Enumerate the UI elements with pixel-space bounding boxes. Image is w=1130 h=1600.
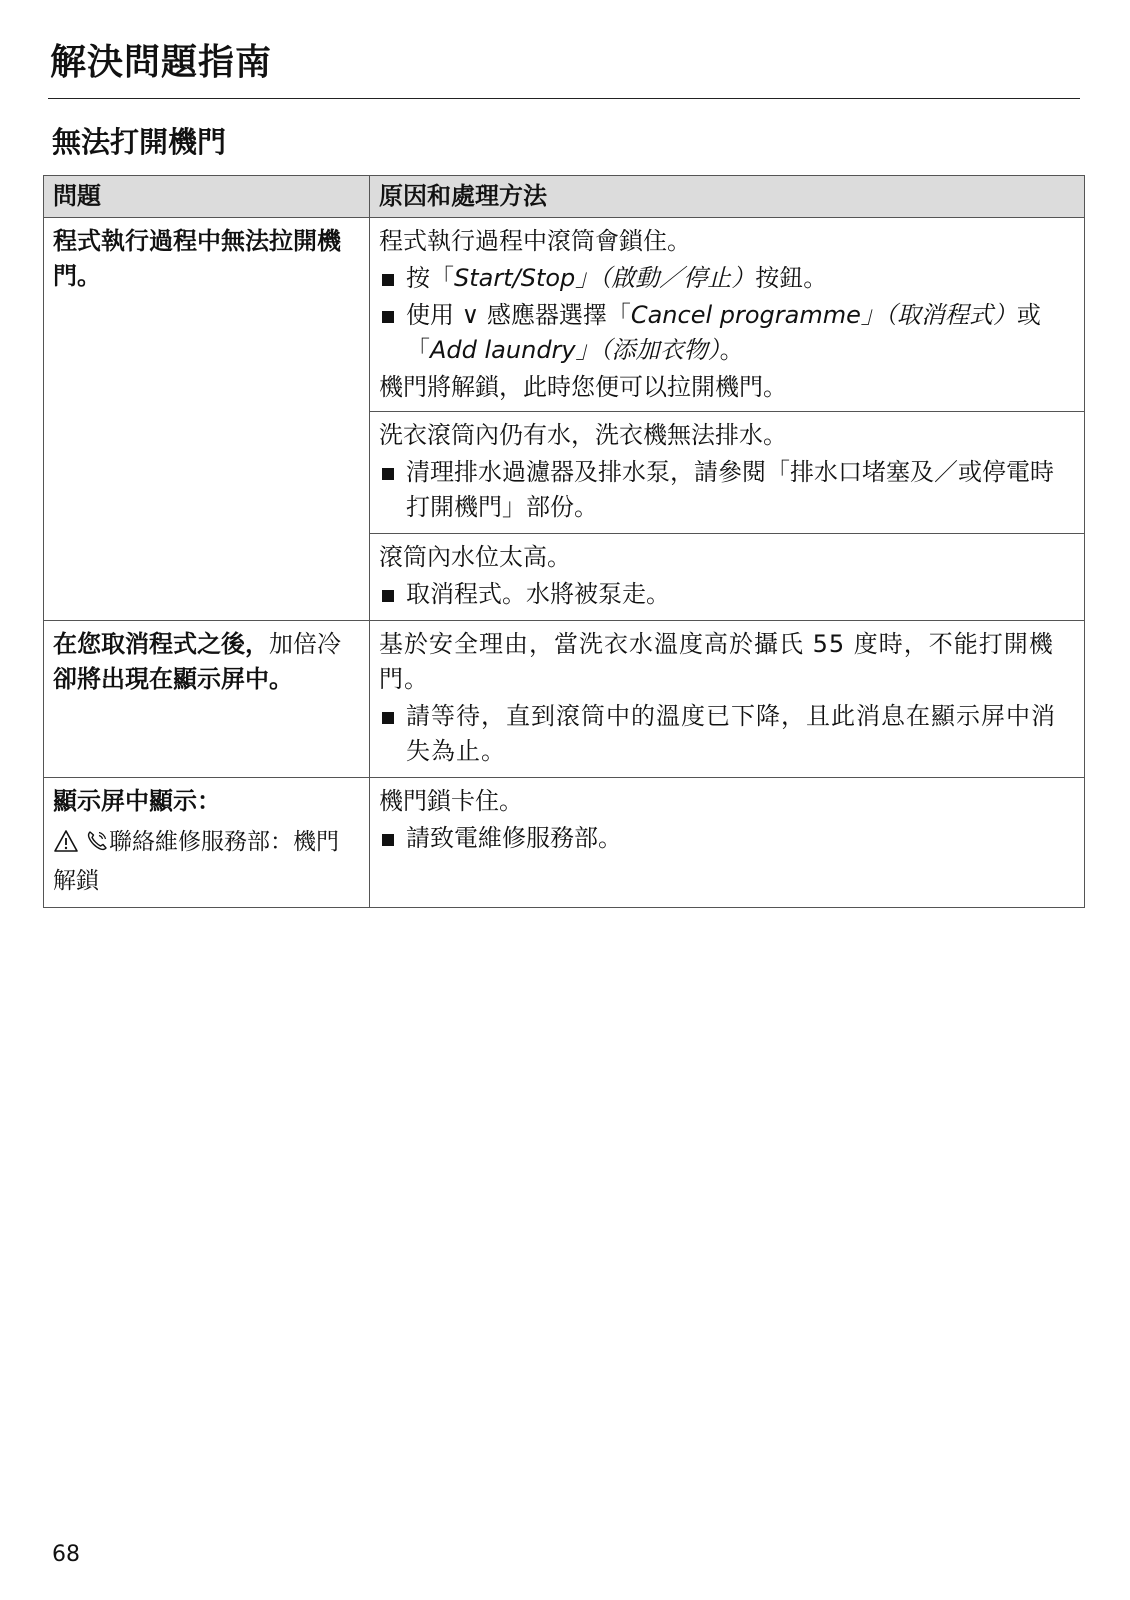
cause-cell-drum-locked (370, 218, 1085, 412)
cause-cell-water-level-high (370, 534, 1085, 621)
cause-intro: 機門鎖卡住。 (379, 787, 523, 815)
page-title: 解決問題指南 (50, 42, 273, 83)
problem-cell-display-message (44, 778, 370, 908)
cause-intro: 基於安全理由，當洗衣水溫度高於攝氏 55 度時，不能打開機門。 (379, 630, 1054, 693)
troubleshooting-table (43, 175, 1085, 908)
phone-icon (85, 829, 109, 864)
bullet-text-part: 。 (719, 336, 744, 364)
display-message-line (53, 825, 361, 899)
solution-bullet (379, 298, 1076, 368)
solution-bullet (379, 261, 1076, 296)
table-header-row (44, 176, 1085, 218)
problem-text: 程式執行過程中無法拉開機門。 (53, 227, 341, 290)
column-header-problem: 問題 (44, 176, 370, 218)
solution-bullet: 請等待，直到滾筒中的溫度已下降，且此消息在顯示屏中消失為止。 (379, 699, 1076, 769)
problem-text: 卻將出現在顯示屏中。 (53, 665, 293, 693)
display-message-text: 加倍冷 (269, 630, 341, 658)
problem-text: 在您取消程式之後， (53, 630, 269, 658)
solution-bullet: 請致電維修服務部。 (379, 821, 1076, 856)
title-divider (48, 98, 1080, 99)
solution-bullet: 取消程式。水將被泵走。 (379, 577, 1076, 612)
cause-outro: 機門將解鎖，此時您便可以拉開機門。 (379, 373, 787, 401)
problem-text: 顯示屏中顯示： (53, 787, 221, 815)
table-row (44, 218, 1085, 412)
column-header-cause: 原因和處理方法 (370, 176, 1085, 218)
table-row (44, 778, 1085, 908)
solution-bullet: 清理排水過濾器及排水泵，請參閱「排水口堵塞及／或停電時打開機門」部份。 (379, 455, 1076, 525)
cause-cell-water-in-drum (370, 412, 1085, 534)
cause-intro: 程式執行過程中滾筒會鎖住。 (379, 227, 691, 255)
button-name-start-stop: Start/Stop」（啟動／停止） (454, 264, 756, 292)
problem-cell-cool-down (44, 621, 370, 778)
cause-cell-door-lock-jammed (370, 778, 1085, 908)
page-number: 68 (52, 1542, 80, 1567)
bullet-text-part: 或「 (406, 301, 1041, 364)
option-name-add-laundry: Add laundry」（添加衣物） (430, 336, 720, 364)
bullet-text-part: 按鈕。 (755, 264, 828, 292)
cause-cell-high-temperature (370, 621, 1085, 778)
cause-intro: 滾筒內水位太高。 (379, 543, 571, 571)
section-title: 無法打開機門 (52, 125, 227, 159)
table-row (44, 621, 1085, 778)
bullet-text-part: 使用 ∨ 感應器選擇「 (406, 301, 631, 329)
option-name-cancel-programme: Cancel programme」（取消程式） (630, 301, 1017, 329)
warning-triangle-icon (53, 829, 79, 864)
bullet-text-part: 按「 (406, 264, 454, 292)
problem-cell-door-locked (44, 218, 370, 621)
cause-intro: 洗衣滾筒內仍有水，洗衣機無法排水。 (379, 421, 787, 449)
display-message-text: 聯絡維修服務部：機門解鎖 (53, 829, 339, 894)
